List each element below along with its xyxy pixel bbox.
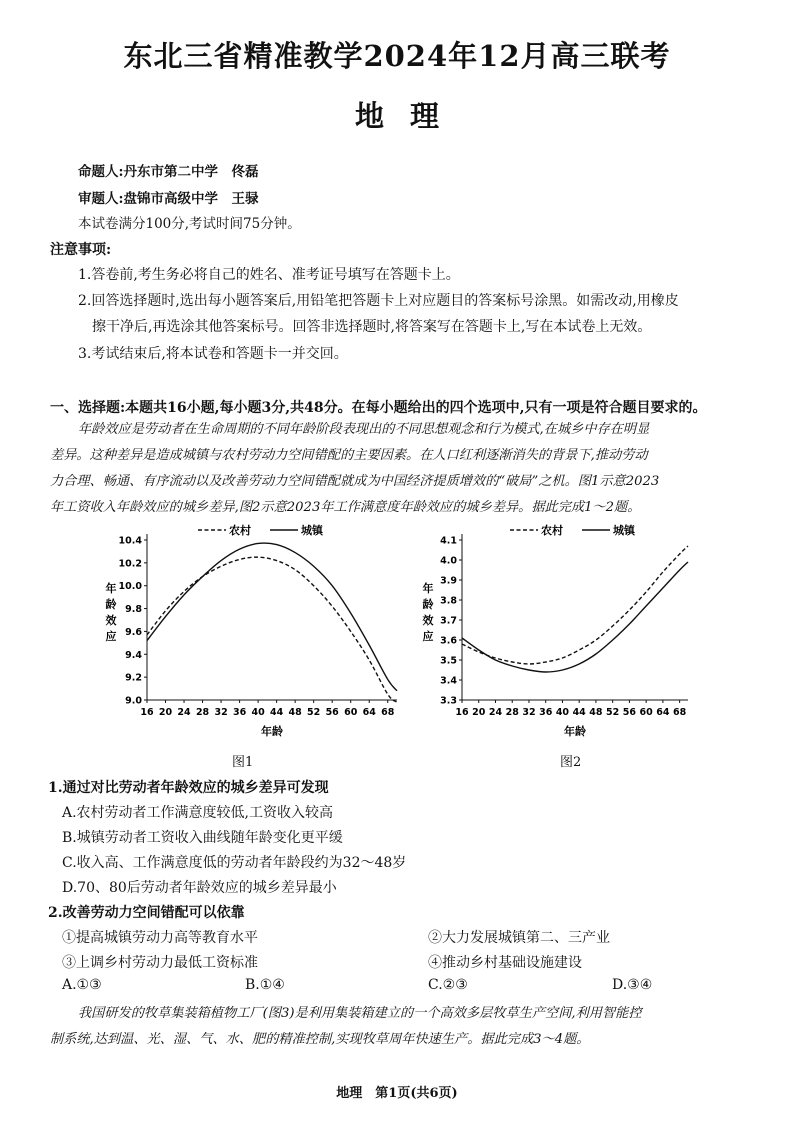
figure-1-caption: 图1 — [232, 755, 254, 770]
fig2-series-urban-line — [462, 562, 688, 672]
fig1-legend-label: 城镇 — [301, 524, 323, 537]
fig1-series-urban-line — [147, 543, 397, 691]
fig2-x-tick-label: 16 — [455, 707, 469, 718]
fig1-x-tick-label: 64 — [362, 707, 376, 718]
fig1-y-tick-label: 9.2 — [125, 672, 142, 684]
q2-option-c: C.②③ — [428, 977, 468, 993]
fig1-x-tick-label: 68 — [381, 707, 395, 718]
question-1-stem: 1.通过对比劳动者年龄效应的城乡差异可发现 — [48, 780, 329, 796]
fig1-y-axis-label: 应 — [105, 630, 117, 643]
notice-item-2-cont: 擦干净后,再选涂其他答案标号。回答非选择题时,将答案写在答题卡上,写在本试卷上无效。 — [92, 319, 652, 335]
figure-2-caption: 图2 — [560, 755, 582, 770]
setter-line: 命题人:丹东市第二中学 佟磊 — [78, 164, 259, 180]
q2-statement-3: ③上调乡村劳动力最低工资标准 — [62, 955, 258, 971]
fig2-x-axis-label: 年龄 — [564, 725, 586, 738]
fig1-x-tick-label: 28 — [195, 707, 210, 718]
fig2-legend-label: 城镇 — [613, 524, 635, 537]
fig2-y-axis-label: 龄 — [422, 598, 434, 611]
fig1-legend-label: 农村 — [229, 524, 251, 537]
fig2-x-tick-label: 56 — [622, 707, 637, 718]
fig1-y-tick-label: 10.2 — [118, 558, 142, 570]
fig2-y-axis-label: 应 — [422, 630, 434, 643]
fig1-x-tick-label: 20 — [158, 707, 173, 718]
q2-statement-1: ①提高城镇劳动力高等教育水平 — [62, 930, 258, 946]
fig2-y-axis-label: 效 — [422, 614, 434, 627]
subject-title: 地理 — [354, 99, 465, 133]
fig2-x-tick-label: 60 — [639, 707, 653, 718]
fig1-x-tick-label: 44 — [270, 707, 284, 718]
fig2-x-tick-label: 52 — [606, 707, 620, 718]
fig2-x-tick-label: 36 — [539, 707, 553, 718]
fig2-x-tick-label: 68 — [673, 707, 687, 718]
reviewer-line: 审题人:盘锦市高级中学 王𫘧 — [78, 191, 259, 207]
fig1-x-tick-label: 16 — [140, 707, 154, 718]
fig1-series-rural-line — [147, 557, 397, 702]
passage-1-line-3: 力合理、畅通、有序流动以及改善劳动力空间错配就成为中国经济提质增效的“破局”之机。图1示意2023 — [50, 474, 660, 489]
q1-option-a: A.农村劳动者工作满意度较低,工资收入较高 — [62, 805, 334, 821]
fig2-x-tick-label: 32 — [522, 707, 536, 718]
fig1-x-tick-label: 40 — [251, 707, 265, 718]
fig1-y-tick-label: 9.8 — [125, 604, 142, 616]
fig2-y-tick-label: 3.6 — [440, 635, 457, 647]
fig1-y-tick-label: 10.4 — [118, 535, 142, 547]
passage-1-line-2: 差异。这种差异是造成城镇与农村劳动力空间错配的主要因素。在人口红利逐渐消失的背景下,推动劳动 — [50, 448, 648, 463]
q2-statement-2: ②大力发展城镇第二、三产业 — [428, 930, 610, 946]
passage-2 — [50, 1001, 742, 1053]
passage-1-line-1: 年龄效应是劳动者在生命周期的不同年龄阶段表现出的不同思想观念和行为模式,在城乡中存在明显 — [78, 422, 650, 437]
fig2-y-tick-label: 3.7 — [440, 615, 457, 627]
fig1-x-axis-label: 年龄 — [261, 725, 283, 738]
fig2-x-tick-label: 20 — [472, 707, 486, 718]
fig2-plot — [423, 523, 689, 738]
passage-2-line-2: 制系统,达到温、光、湿、气、水、肥的精准控制,实现牧草周年快速生产。据此完成3～4题。 — [50, 1032, 590, 1047]
q1-option-c: C.收入高、工作满意度低的劳动者年龄段约为32～48岁 — [62, 855, 407, 871]
question-2-stem: 2.改善劳动力空间错配可以依靠 — [48, 905, 245, 921]
fig1-plot — [106, 523, 398, 738]
fig2-x-tick-label: 40 — [555, 707, 570, 718]
fig1-x-tick-label: 52 — [307, 707, 321, 718]
fig1-x-tick-label: 36 — [232, 707, 247, 718]
fig2-y-tick-label: 3.5 — [440, 655, 457, 667]
fig2-x-tick-label: 24 — [488, 707, 503, 718]
fig2-x-tick-label: 48 — [589, 707, 603, 718]
fig1-x-tick-label: 24 — [177, 707, 191, 718]
fig2-x-tick-label: 64 — [656, 707, 670, 718]
fig2-y-tick-label: 3.3 — [440, 695, 457, 707]
fig2-x-tick-label: 44 — [572, 707, 586, 718]
q1-option-b: B.城镇劳动者工资收入曲线随年龄变化更平缓 — [62, 830, 343, 846]
figure-1-chart — [95, 522, 410, 747]
q1-option-d: D.70、80后劳动者年龄效应的城乡差异最小 — [62, 880, 337, 896]
fig1-y-tick-label: 9.4 — [125, 649, 142, 661]
fig2-y-tick-label: 3.8 — [440, 595, 457, 607]
fig2-x-tick-label: 28 — [505, 707, 519, 718]
fig1-y-axis-label: 年 — [105, 582, 117, 595]
notice-item-3: 3.考试结束后,将本试卷和答题卡一并交回。 — [78, 346, 348, 362]
fig2-y-tick-label: 4.1 — [440, 535, 457, 547]
fig2-legend-label: 农村 — [541, 524, 563, 537]
section-heading: 一、选择题:本题共16小题,每小题3分,共48分。在每小题给出的四个选项中,只有一项是符合题目要求的。 — [50, 400, 707, 416]
score-time-line: 本试卷满分100分,考试时间75分钟。 — [78, 216, 301, 232]
fig1-x-tick-label: 32 — [214, 707, 228, 718]
figure-2-chart — [412, 522, 702, 747]
fig1-y-tick-label: 9.6 — [125, 626, 142, 638]
passage-1-line-4: 年工资收入年龄效应的城乡差异,图2示意2023年工作满意度年龄效应的城乡差异。据此完成1～2题。 — [50, 500, 641, 515]
q2-statement-4: ④推动乡村基础设施建设 — [428, 955, 582, 971]
passage-2-line-1: 我国研发的牧草集装箱植物工厂(图3)是利用集装箱建立的一个高效多层牧草生产空间,利用智能控 — [78, 1006, 642, 1021]
fig2-y-tick-label: 4.0 — [440, 555, 457, 567]
page-footer: 地理 第1页(共6页) — [336, 1086, 458, 1101]
fig2-y-tick-label: 3.4 — [440, 675, 457, 687]
notice-heading: 注意事项: — [50, 242, 112, 258]
q2-option-a: A.①③ — [62, 977, 102, 993]
fig1-y-tick-label: 10.0 — [118, 581, 142, 593]
fig1-x-tick-label: 60 — [344, 707, 358, 718]
notice-item-2: 2.回答选择题时,选出每小题答案后,用铅笔把答题卡上对应题目的答案标号涂黑。如需改动,用橡皮 — [78, 293, 679, 309]
notice-item-1: 1.答卷前,考生务必将自己的姓名、准考证号填写在答题卡上。 — [78, 267, 460, 283]
fig2-series-rural-line — [462, 546, 688, 664]
q2-option-b: B.①④ — [245, 977, 285, 993]
exam-title: 东北三省精准教学2024年12月高三联考 — [123, 39, 671, 73]
fig2-y-tick-label: 3.9 — [440, 575, 457, 587]
fig1-y-axis-label: 效 — [105, 614, 117, 627]
fig1-y-axis-label: 龄 — [105, 598, 117, 611]
fig2-y-axis-label: 年 — [422, 582, 434, 595]
fig1-y-tick-label: 9.0 — [125, 695, 142, 707]
fig1-x-tick-label: 48 — [288, 707, 302, 718]
fig1-x-tick-label: 56 — [325, 707, 339, 718]
passage-1 — [50, 417, 742, 521]
q2-option-d: D.③④ — [612, 977, 653, 993]
